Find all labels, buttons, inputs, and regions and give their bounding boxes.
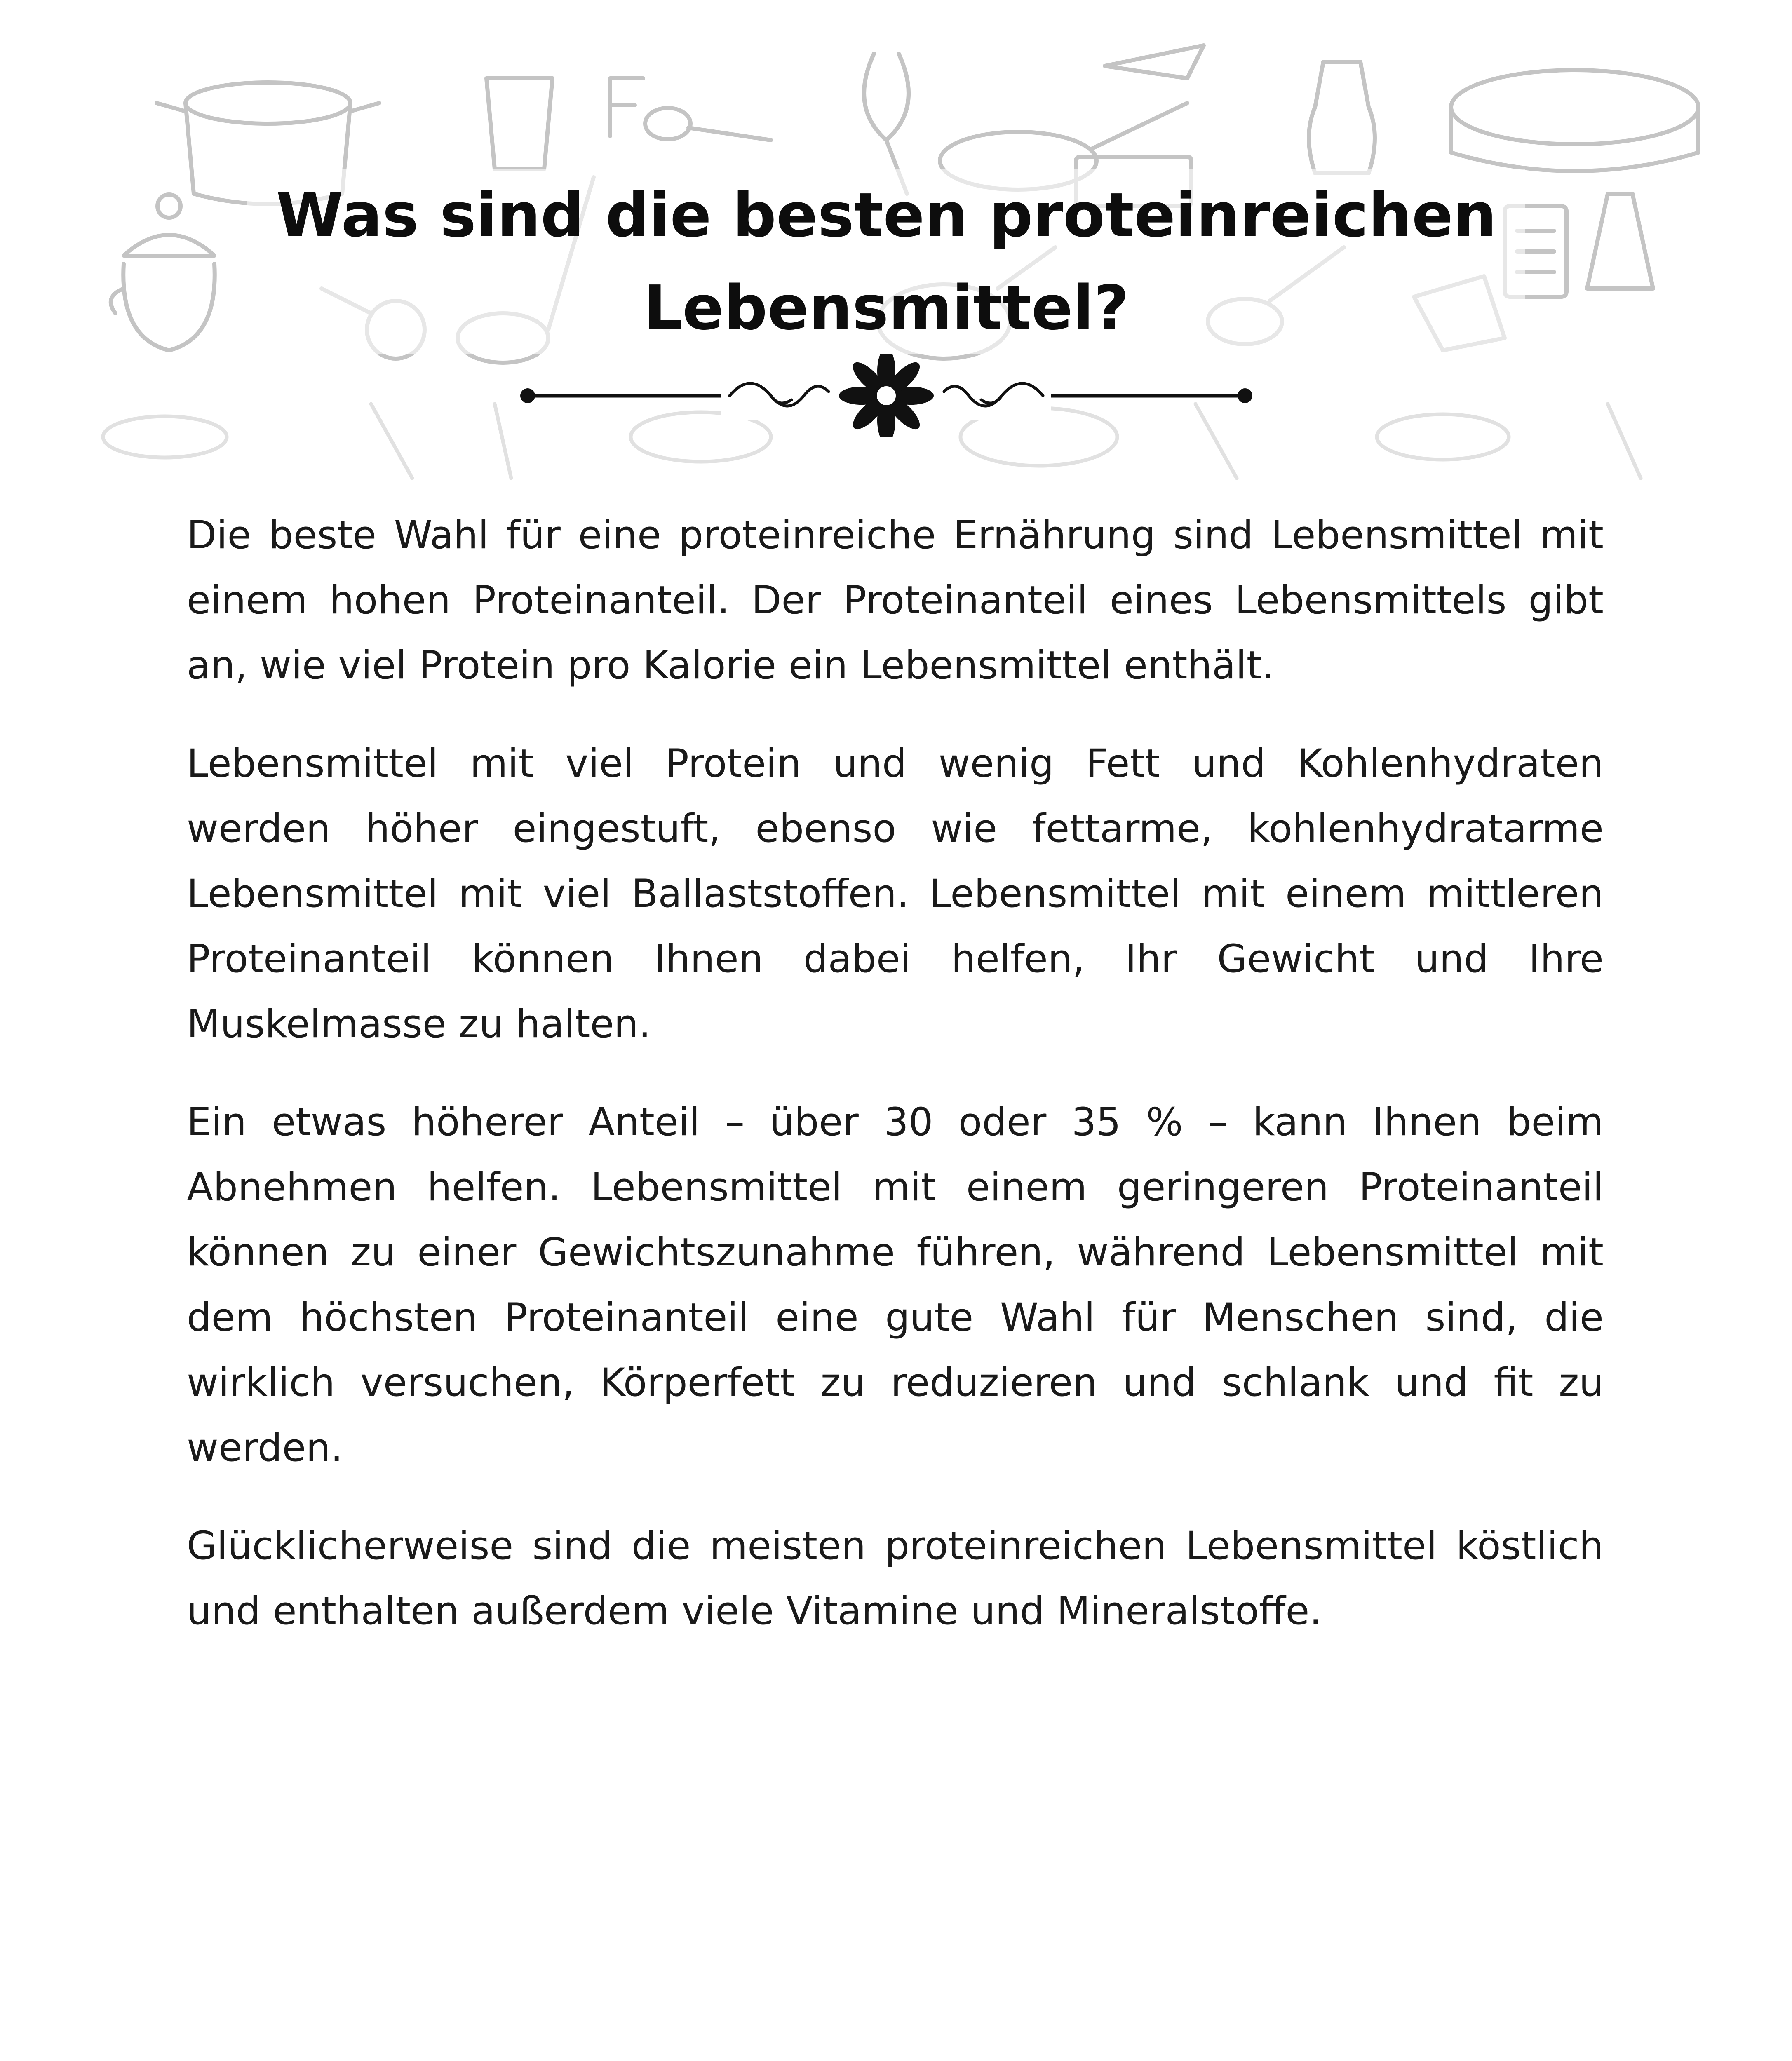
flower-icon <box>839 354 934 437</box>
paragraph: Die beste Wahl für eine proteinreiche Ernährung sind Lebensmittel mit einem hohen Proteinanteil. Der Proteinanteil eines Lebensmittels gibt an, wie viel Protein pro Kalorie ein Lebensmittel enthält. <box>187 513 1604 688</box>
page-title: Was sind die besten proteinreichen Lebensmittel? <box>247 169 1525 354</box>
glass-icon <box>486 78 552 169</box>
flower-flourish-divider <box>515 354 1257 437</box>
knife-icon <box>1105 45 1204 78</box>
spoon-icon <box>645 108 771 140</box>
letter-f-icon <box>610 78 643 136</box>
grater-icon <box>1587 194 1653 289</box>
article-body <box>187 503 1604 1677</box>
paragraph: Ein etwas höherer Anteil – über 30 oder 35 % – kann Ihnen beim Abnehmen helfen. Lebensmittel mit einem geringeren Proteinanteil können zu einer Gewichtszunahme führen, während Lebensmittel mit dem höchsten Proteinanteil eine gute Wahl für Menschen sind, die wirklich versuchen, Körperfett zu reduzieren und schlank und fit zu werden. <box>187 1100 1604 1470</box>
paragraph: Lebensmittel mit viel Protein und wenig Fett und Kohlenhydraten werden höher eingestuft, ebenso wie fettarme, kohlenhydratarme Lebensmittel mit viel Ballaststoffen. Lebensmittel mit einem mittleren Proteinanteil können Ihnen dabei helfen, Ihr Gewicht und Ihre Muskelmasse zu halten. <box>187 741 1604 1047</box>
paragraph: Glücklicherweise sind die meisten proteinreichen Lebensmittel köstlich und enthalten außerdem viele Vitamine und Mineralstoffe. <box>187 1523 1604 1634</box>
jug-icon <box>1309 62 1375 173</box>
baking-tin-icon <box>1451 70 1698 171</box>
lidded-pot-icon <box>111 195 215 350</box>
